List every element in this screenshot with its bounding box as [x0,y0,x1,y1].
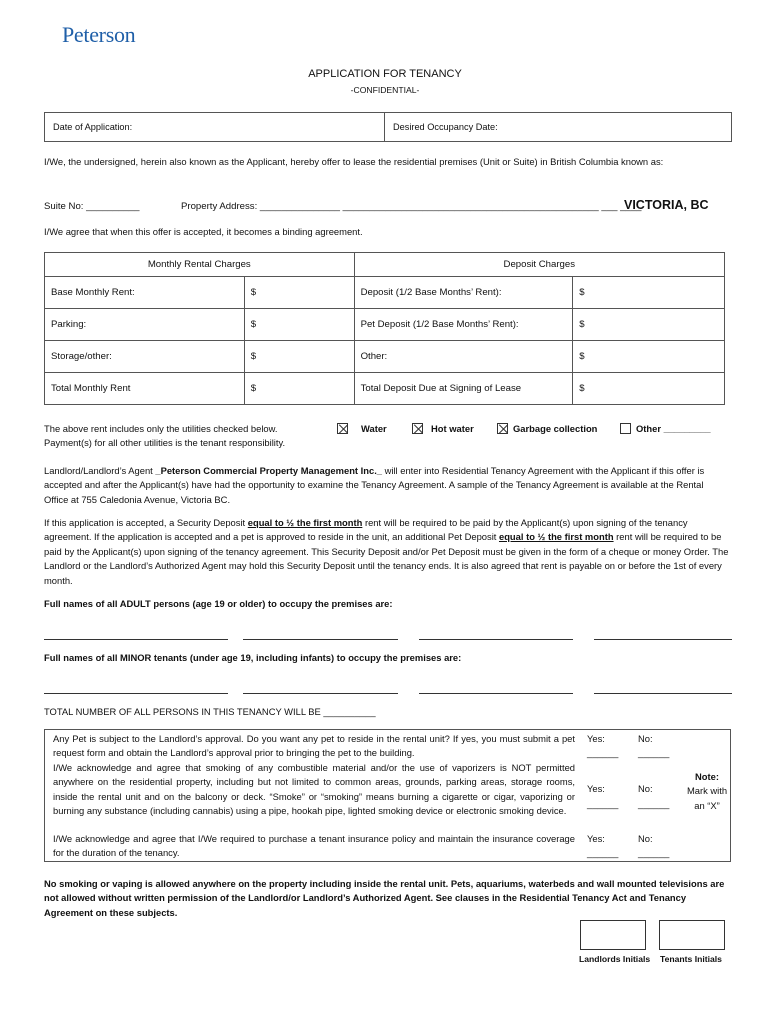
adult-name-line[interactable] [44,639,228,640]
pet-question: Any Pet is subject to the Landlord’s approval. Do you want any pet to reside in the rental unit? If yes, you must submit a pet request form and obtain the Landlord’s approval prior to bringing the pet to the building. [53,733,575,759]
insurance-no-label: No: [638,833,653,844]
intro-text: I/We, the undersigned, herein also known as the Applicant, hereby offer to lease the residential premises (Unit or Suite) in British Columbia known as: [44,156,664,167]
pet-yes-label: Yes: [587,733,605,744]
checked-box-icon[interactable] [337,423,348,434]
other-deposit-value[interactable]: $ [573,341,725,373]
insurance-acknowledgement: I/We acknowledge and agree that I/We required to purchase a tenant insurance policy and maintain the insurance coverage for the duration of the tenancy. [53,833,575,859]
deposit-charges-header: Deposit Charges [354,253,724,277]
adults-label: Full names of all ADULT persons (age 19 or older) to occupy the premises are: [44,598,393,609]
pet-no-blank[interactable]: ______ [638,747,670,758]
total-deposit-label: Total Deposit Due at Signing of Lease [354,373,573,405]
utilities-note-2: Payment(s) for all other utilities is the tenant responsibility. [44,437,286,449]
utilities-section [44,422,734,451]
hot-water-option[interactable]: Hot water [412,422,474,436]
landlord-initials-box[interactable] [580,920,646,950]
binding-text: I/We agree that when this offer is accepted, it becomes a binding agreement. [44,226,363,237]
deposit-label: Deposit (1/2 Base Months’ Rent): [354,277,573,309]
minor-name-line[interactable] [594,693,732,694]
pet-yes-blank[interactable]: ______ [587,747,619,758]
total-rent-label: Total Monthly Rent [45,373,245,405]
base-rent-value[interactable]: $ [244,277,354,309]
no-smoking-notice: No smoking or vaping is allowed anywhere on the property including inside the rental unit. Pets, aquariums, waterbeds and wall mounted televisions are not allowed without written permission of the Landlord/or Landlord’s Authorized Agent. See clauses in the Residential Tenancy Act and Tenancy Agreement on these subjects. [44,878,725,918]
empty-checkbox-icon[interactable] [620,423,631,434]
insurance-no-blank[interactable]: ______ [638,847,670,858]
city-label: VICTORIA, BC [624,198,709,212]
insurance-yes-blank[interactable]: ______ [587,847,619,858]
table-row [45,277,725,309]
date-of-application-field[interactable]: Date of Application: [45,113,385,141]
parking-value[interactable]: $ [244,309,354,341]
mark-note: Note: Mark with an “X” [686,771,728,811]
smoking-acknowledgement: I/We acknowledge and agree that smoking of any combustible material and/or the use of vaporizers is NOT permitted anywhere on the residential property, including but not limited to common areas, grounds, parking areas, storage rooms, inside the rental unit and on the balcony or deck. “Smoke” or “smoking” means burning a cigarette or cigar, vaporizing or burning any substance (including cannabis) using a pipe, hookah pipe, lighted smoking device or electronic smoking device. [53,762,575,817]
tenant-initials-label: Tenants Initials [660,954,722,964]
adult-name-line[interactable] [594,639,732,640]
adult-name-line[interactable] [419,639,573,640]
smoking-yes-blank[interactable]: ______ [587,798,619,809]
peterson-logo: Peterson [62,22,136,47]
agent-paragraph: Landlord/Landlord’s Agent _Peterson Commercial Property Management Inc._ will enter into Residential Tenancy Agreement with the Applicant if this offer is accepted and after the Applicant(s) have had the opportunity to examine the Tenancy Agreement. A sample of the Tenancy Agreement is available at the Rental Office at 755 Caledonia Avenue, Victoria BC. [44,465,705,505]
adult-name-line[interactable] [243,639,398,640]
charges-table [44,252,725,405]
minor-name-line[interactable] [419,693,573,694]
minors-label: Full names of all MINOR tenants (under age 19, including infants) to occupy the premises are: [44,652,462,663]
address-line [44,198,734,214]
deposit-paragraph: If this application is accepted, a Security Deposit equal to ½ the first month rent will be required to be paid by the Applicant(s) upon signing of the tenancy agreement. If the application is accepted and a pet is approved to reside in the unit, an additional Pet Deposit equal to ½ the first month rent will be required to be paid by the Applicant(s) upon signing of the tenancy agreement. This Security Deposit and/or Pet Deposit must be given in the form of a cheque or money Order. The Landlord or the Landlord’s Authorized Agent may hold this Security Deposit until the tenancy ends. It is also agreed that rent is payable on or before the 1st of every month. [44,517,729,586]
table-row [45,309,725,341]
minor-name-line[interactable] [44,693,228,694]
checked-box-icon[interactable] [497,423,508,434]
tenant-initials-box[interactable] [659,920,725,950]
garbage-option[interactable]: Garbage collection [497,422,597,436]
minor-name-line[interactable] [243,693,398,694]
water-option[interactable]: Water [337,422,387,436]
storage-value[interactable]: $ [244,341,354,373]
deposit-value[interactable]: $ [573,277,725,309]
pet-deposit-label: Pet Deposit (1/2 Base Months’ Rent): [354,309,573,341]
smoking-yes-label: Yes: [587,783,605,794]
table-row [45,373,725,405]
pet-no-label: No: [638,733,653,744]
parking-label: Parking: [45,309,245,341]
form-subtitle: -CONFIDENTIAL- [350,85,420,95]
utilities-note-1: The above rent includes only the utilities checked below. [44,423,278,434]
base-rent-label: Base Monthly Rent: [45,277,245,309]
table-row [45,341,725,373]
dates-box [44,112,732,142]
form-title: APPLICATION FOR TENANCY [308,68,462,80]
desired-occupancy-field[interactable]: Desired Occupancy Date: [393,122,498,132]
insurance-yes-label: Yes: [587,833,605,844]
pet-deposit-value[interactable]: $ [573,309,725,341]
acknowledgement-box [44,729,731,862]
storage-label: Storage/other: [45,341,245,373]
total-persons-field[interactable]: TOTAL NUMBER OF ALL PERSONS IN THIS TENANCY WILL BE __________ [44,706,376,717]
smoking-no-blank[interactable]: ______ [638,798,670,809]
smoking-no-label: No: [638,783,653,794]
property-address-field[interactable]: Property Address: _______________ ________________________________________________ ___ ____ [181,201,642,212]
other-utility-option[interactable]: Other _________ [620,422,711,436]
other-deposit-label: Other: [354,341,573,373]
agent-name: _Peterson Commercial Property Management Inc._ [155,465,383,476]
total-deposit-value[interactable]: $ [573,373,725,405]
total-rent-value[interactable]: $ [244,373,354,405]
checked-box-icon[interactable] [412,423,423,434]
landlord-initials-label: Landlords Initials [579,954,651,964]
monthly-charges-header: Monthly Rental Charges [45,253,355,277]
suite-number-field[interactable]: Suite No: __________ [44,201,140,212]
